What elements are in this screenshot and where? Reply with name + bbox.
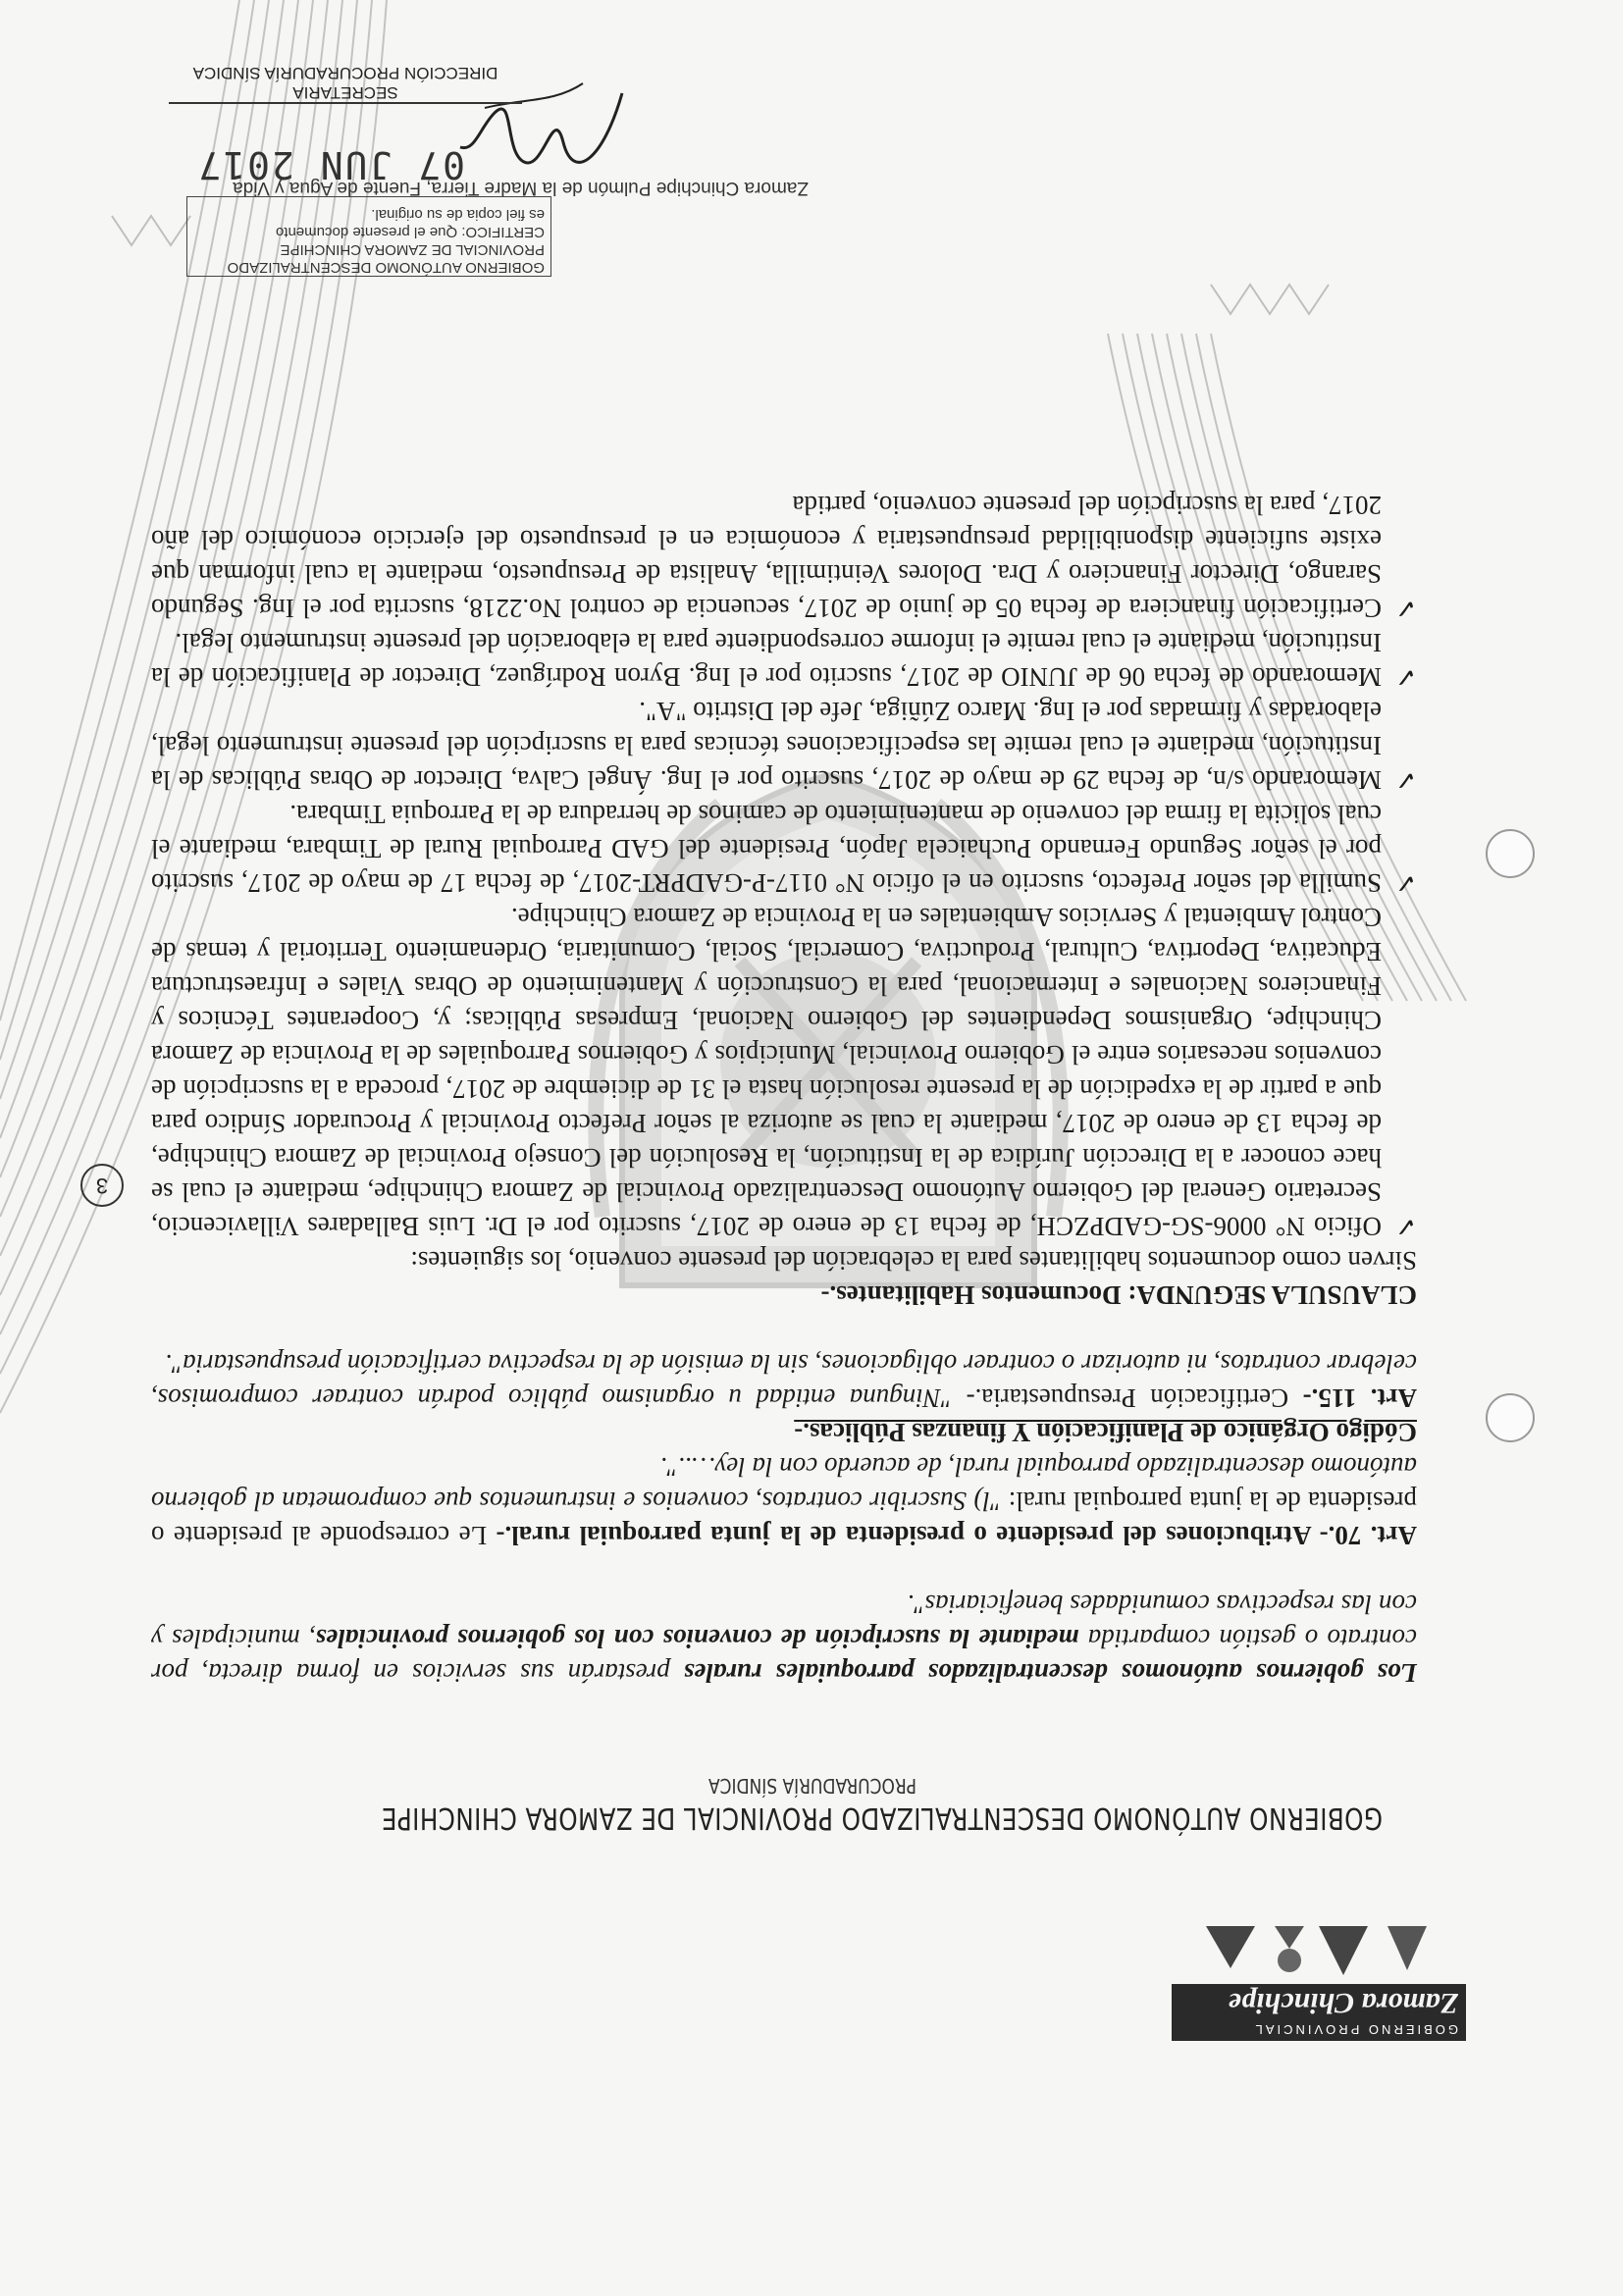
- code-heading: Código Orgánico de Planificación Y finanzas Públicas.-: [794, 1418, 1417, 1447]
- office-stamp: [169, 33, 522, 104]
- list-item-text: Certificación financiera de fecha 05 de junio de 2017, secuencia de control No.2218, suscrita por el Ing. Segundo Sarango, Director Financiero y Dra. Dolores Veintimilla, Analista de Presupuesto, mediante la cual informan que existe suficiente disponibilidad presupuestaria y económica en el presupuesto del ejercicio económico del año 2017, para la suscripción del presente convenio, partida: [151, 491, 1382, 623]
- office-stamp-line: DIRECCIÓN PROCURADURÍA SÍNDICA: [192, 64, 498, 82]
- list-item-text: Memorando s/n, de fecha 29 de mayo de 2017, suscrito por el Ing. Ángel Calva, Director de Obras Públicas de la Institución, mediante el cual remite las especificaciones técnicas para la suscripción del presente instrumento legal, elaboradas y firmadas por el Ing. Marco Zúñiga, Jefe del Distrito "A".: [151, 697, 1382, 795]
- logo-subtitle: GOBIERNO PROVINCIAL: [1252, 2022, 1458, 2037]
- logo-name: Zamora Chinchipe: [1228, 1987, 1458, 2019]
- art70-text: Le corresponde al presidente o presidenta de la junta parroquial rural:: [150, 1487, 1417, 1550]
- paragraph-lead: Los gobiernos autónomos descentralizados parroquiales rurales: [683, 1658, 1417, 1688]
- page-number: 3: [80, 1164, 124, 1207]
- list-item-text: Oficio N° 0006-SG-GADPZCH, de fecha 13 de enero de 2017, suscrito por el Dr. Luis Balladares Villavicencio, Secretario General del Gobierno Autónomo Descentralizado Provincial de Zamora Chinchipe, mediante el cual se hace conocer a la Dirección Jurídica de la Institución, la Resolución del Consejo Provincial de Zamora Chinchipe, de fecha 13 de enero de 2017, mediante la cual se autoriza al señor Prefecto Provincial y Procurador Síndico para que a partir de la expedición de la presente resolución hasta el 31 de diciembre de 2017, proceda a la suscripción de convenios necesarios entre el Gobierno Provincial, Municipios y Gobiernos Parroquiales de la Provincia de Zamora Chinchipe, Organismos Dependientes del Gobierno Nacional, Empresas Públicas; y, Cooperantes Técnicos y Financieros Nacionales e Internacional, para la Construcción y Mantenimiento de Obras Viales e Infraestructura Educativa, Deportiva, Cultural, Productiva, Comercial, Social, Comunitaria, Ordenamiento Territorial y temas de Control Ambiental y Servicios Ambientales en la Provincia de Zamora Chinchipe.: [151, 903, 1382, 1241]
- document-body: [151, 488, 1417, 1690]
- art115-heading: Art. 115.-: [1302, 1383, 1417, 1413]
- spacer: [151, 1552, 1417, 1587]
- paragraph-text: prestarán sus servicios en forma directa, por contrato o gestión compartida: [151, 1624, 1417, 1688]
- art115-quote: "Ninguna entidad u organismo público podrán contraer compromisos, celebrar contratos, ni autorizar o contraer obligaciones, sin la emisión de la respectiva certificación presupuestaria".: [151, 1349, 1417, 1413]
- clause-intro: Sirven como documentos habilitantes para la celebración del presente convenio, los siguientes:: [410, 1246, 1417, 1276]
- certification-stamp: [186, 196, 551, 277]
- paragraph-text-end: , municipales y con las respectivas comunidades beneficiarias".: [151, 1590, 1417, 1653]
- art70-heading: Art. 70.- Atribuciones del presidente o presidenta de la junta parroquial rural.-: [496, 1521, 1417, 1550]
- footer-slogan: Zamora Chinchipe Pulmón de la Madre Tierra, Fuente de Agua y Vida: [233, 178, 809, 198]
- punch-hole-bottom: [1486, 829, 1535, 878]
- stamp-line: es fiel copia de su original.: [371, 206, 545, 223]
- clause-heading: CLAUSULA SEGUNDA: Documentos Habilitantes.-: [820, 1280, 1417, 1310]
- logo-banner: [1172, 1984, 1466, 2041]
- list-item: [151, 488, 1417, 625]
- list-item-text: Sumilla del señor Prefecto, suscrito en el oficio N° 0117-P-GADPRT-2017, de fecha 17 de mayo de 2017, suscrito por el señor Segundo Fernando Puchaicela Japón, Presidente del GAD Parroquial Rural de Timbara, mediante el cual solicita la firma del convenio de mantenimiento de caminos de herradura de la Parroquia Timbara.: [151, 800, 1382, 898]
- stamp-line: PROVINCIAL DE ZAMORA CHINCHIPE: [280, 241, 545, 258]
- check-icon: ✓: [1394, 764, 1417, 795]
- department-subtitle: PROCURADURÍA SÍNDICA: [707, 1774, 916, 1798]
- institution-title: GOBIERNO AUTÓNOMO DESCENTRALIZADO PROVINCIAL DE ZAMORA CHINCHIPE: [381, 1800, 1383, 1835]
- logo-figures-icon: [1181, 1921, 1437, 1980]
- stamp-line: CERTIFICO: Que el presente documento: [275, 224, 545, 240]
- list-item: [151, 900, 1417, 1243]
- paragraph-art115: [151, 1346, 1417, 1415]
- check-icon: ✓: [1394, 661, 1417, 692]
- list-item: [151, 797, 1417, 900]
- paragraph-gobiernos: [151, 1587, 1417, 1690]
- paragraph-emphasis: mediante la suscripción de convenios con los gobiernos provinciales: [315, 1624, 1079, 1653]
- art70-quote: "l) Suscribir contratos, convenios e instrumentos que comprometan al gobierno autónomo descentralizado parroquial rural, de acuerdo con la ley…..".: [151, 1452, 1417, 1516]
- art115-text: Certificación Presupuestaria.-: [952, 1383, 1303, 1413]
- spacer: [151, 1312, 1417, 1346]
- check-icon: ✓: [1394, 1211, 1417, 1241]
- list-item: [151, 625, 1417, 694]
- date-stamp: 07 JUN 2017: [196, 143, 465, 186]
- punch-hole-top: [1486, 1393, 1535, 1442]
- list-item-text: Memorando de fecha 06 de JUNIO de 2017, suscrito por el Ing. Byron Rodríguez, Director de Planificación de la Institución, mediante el cual remite el informe correspondiente para la elaboración del presente instrumento legal.: [151, 628, 1382, 692]
- office-stamp-line: SECRETARIA: [292, 83, 398, 102]
- stamp-line: GOBIERNO AUTÓNOMO DESCENTRALIZADO: [227, 259, 545, 276]
- list-item: [151, 694, 1417, 797]
- paragraph-art70: [151, 1449, 1417, 1552]
- check-icon: ✓: [1394, 593, 1417, 623]
- check-icon: ✓: [1394, 867, 1417, 898]
- provincial-logo: [1162, 1923, 1466, 2041]
